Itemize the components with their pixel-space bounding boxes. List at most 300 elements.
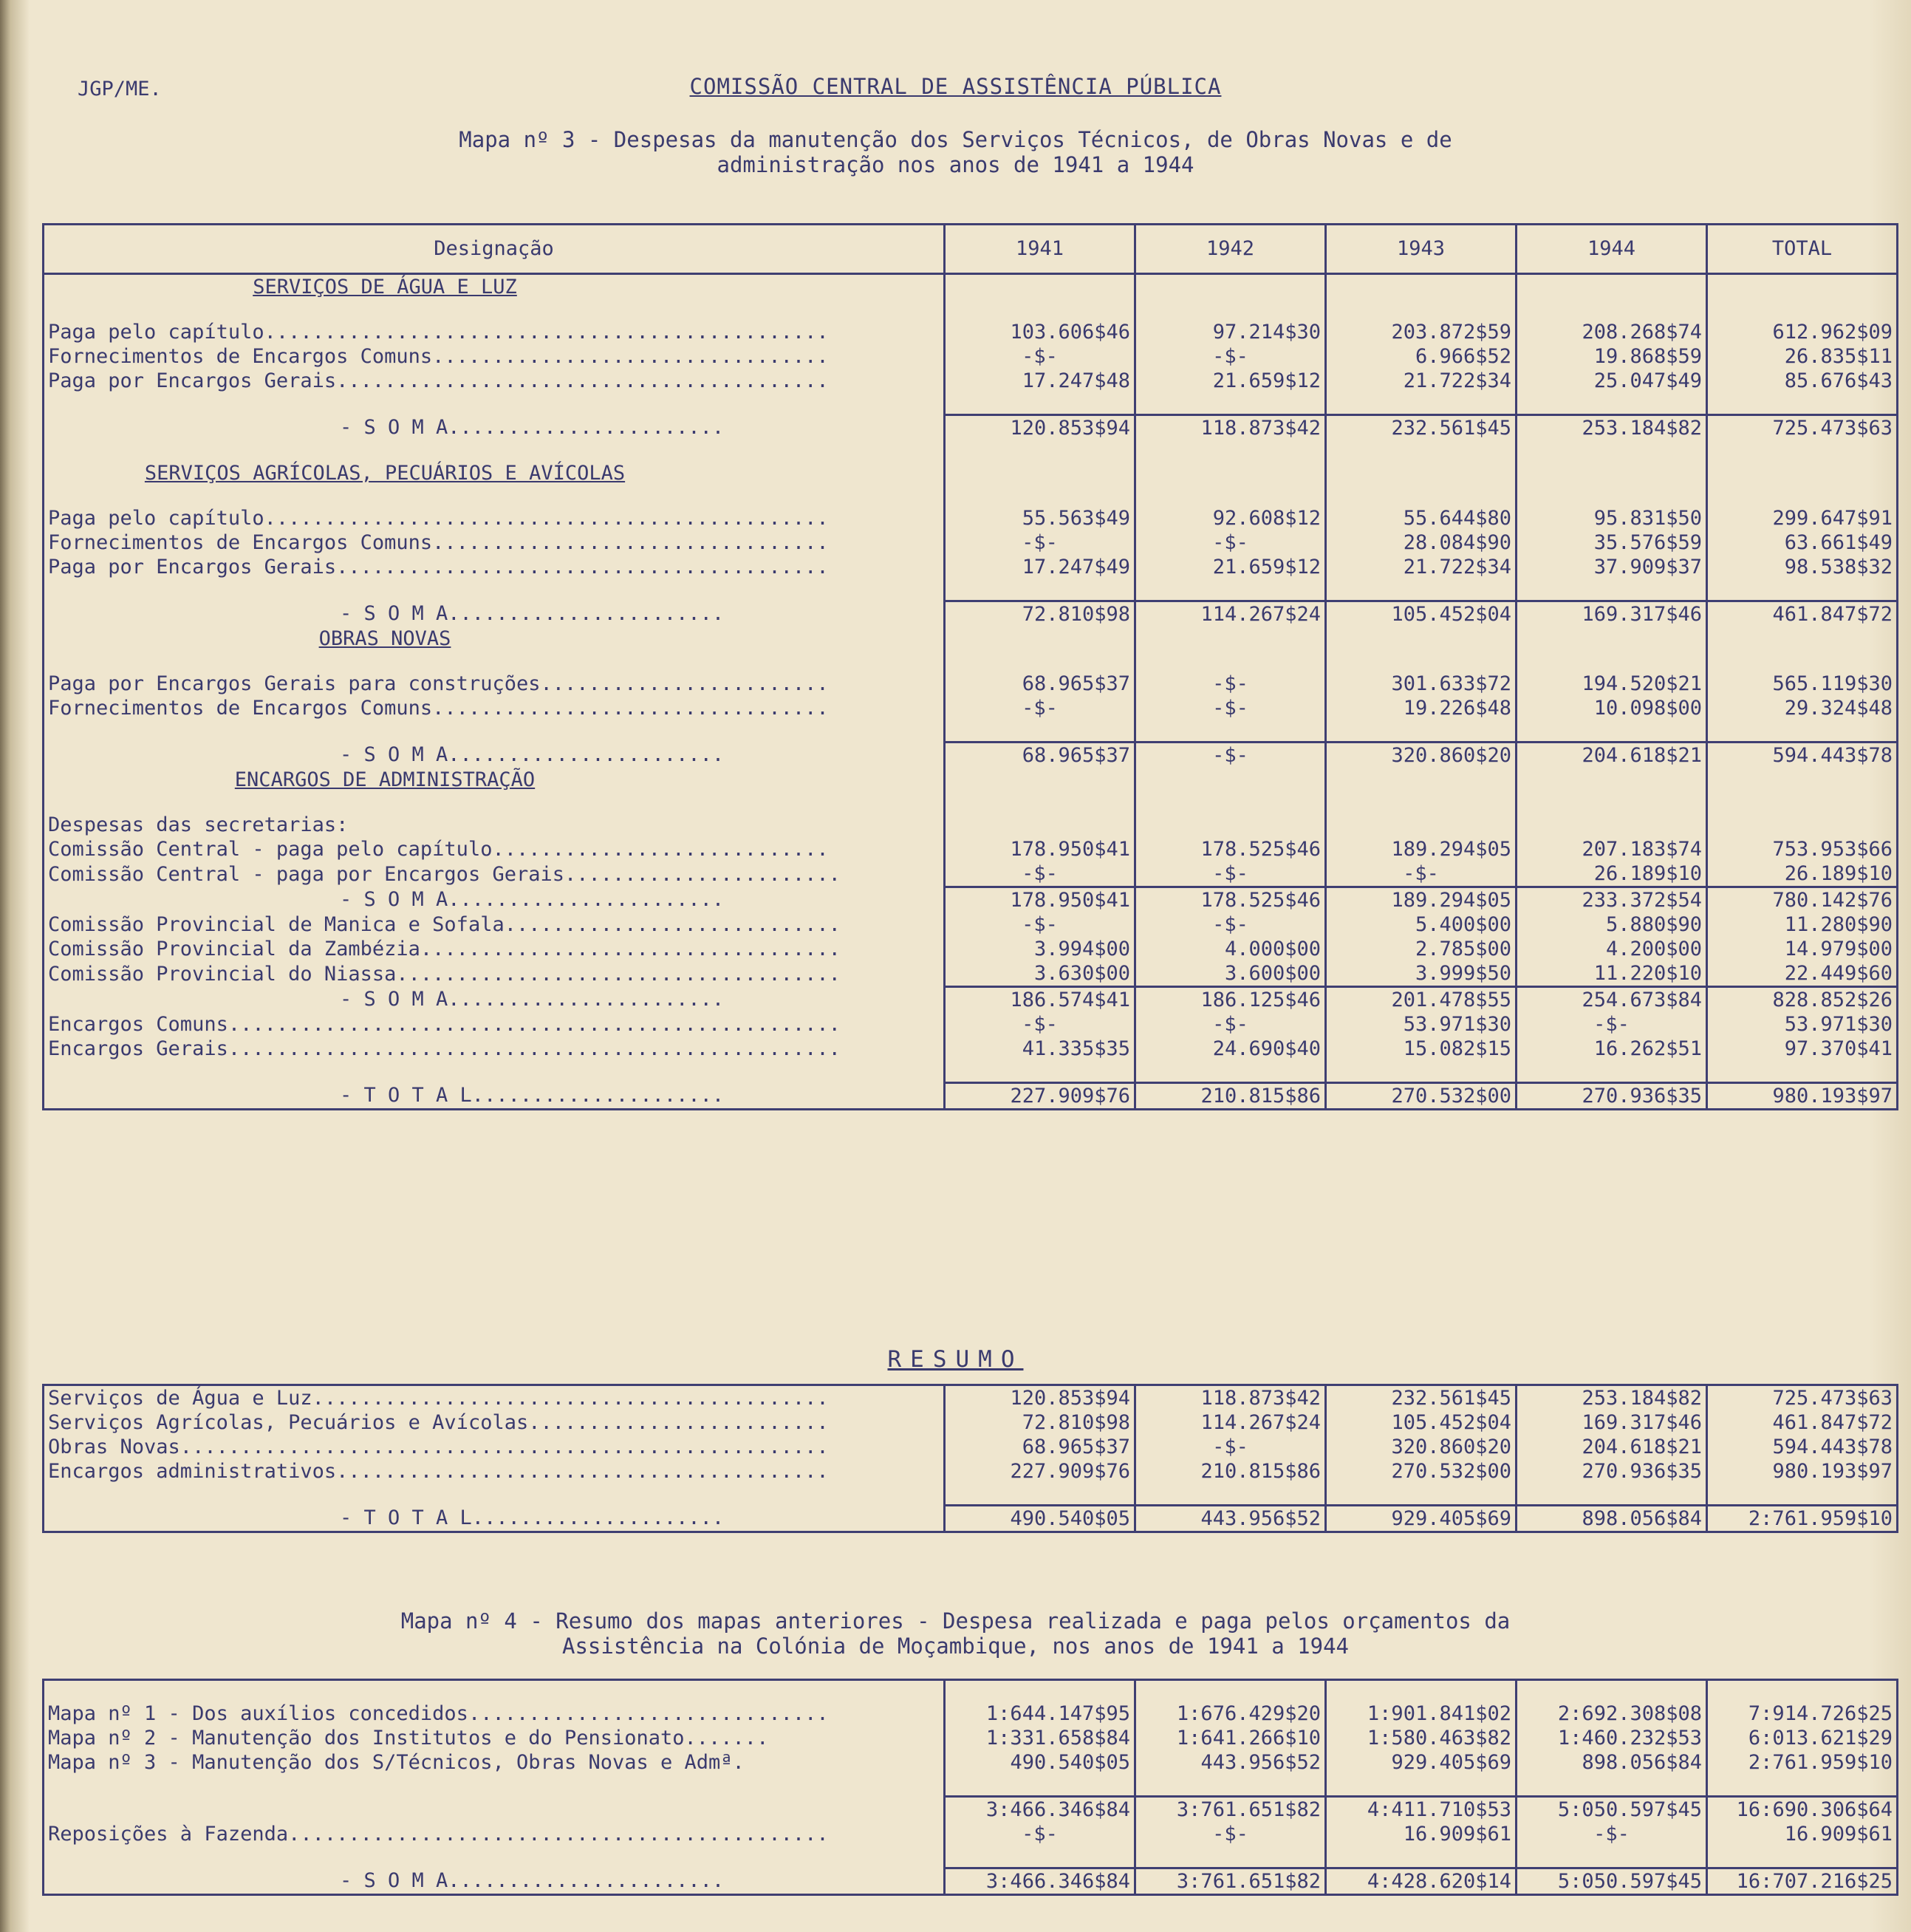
header-1941: 1941 — [945, 225, 1135, 274]
value-cell: 120.853$94 — [945, 1385, 1135, 1411]
value-cell: -$- — [1135, 912, 1326, 937]
value-cell — [1135, 393, 1326, 415]
value-cell — [945, 440, 1135, 461]
value-cell — [1707, 813, 1898, 837]
value-cell: 725.473$63 — [1707, 415, 1898, 441]
value-cell — [1326, 393, 1517, 415]
value-cell: 120.853$94 — [945, 415, 1135, 441]
reference-code: JGP/ME. — [78, 78, 162, 100]
value-cell: 7:914.726$25 — [1707, 1701, 1898, 1726]
sum-row — [44, 987, 1898, 1013]
value-cell: 37.909$37 — [1517, 555, 1707, 579]
section-title: SERVIÇOS AGRÍCOLAS, PECUÁRIOS E AVÍCOLAS — [44, 461, 945, 485]
value-cell: 103.606$46 — [945, 320, 1135, 344]
header-1943: 1943 — [1326, 225, 1517, 274]
value-cell: 21.659$12 — [1135, 369, 1326, 393]
value-cell: 227.909$76 — [945, 1083, 1135, 1110]
value-cell: 105.452$04 — [1326, 601, 1517, 627]
value-cell: 26.835$11 — [1707, 344, 1898, 369]
value-cell: 16.909$61 — [1326, 1822, 1517, 1846]
spacer-row — [44, 579, 1898, 601]
value-cell — [945, 274, 1135, 300]
value-cell — [1517, 440, 1707, 461]
value-cell: -$- — [1326, 861, 1517, 887]
row-label — [44, 1775, 945, 1797]
value-cell: 14.979$00 — [1707, 937, 1898, 961]
value-cell — [1326, 627, 1517, 651]
value-cell — [1326, 813, 1517, 837]
row-label — [44, 1680, 945, 1702]
row-label: Comissão Provincial de Manica e Sofala............................ — [44, 912, 945, 937]
value-cell — [1326, 1846, 1517, 1868]
value-cell — [1707, 485, 1898, 506]
value-cell: -$- — [945, 1012, 1135, 1037]
value-cell — [945, 393, 1135, 415]
row-label: Mapa nº 3 - Manutenção dos S/Técnicos, Obras Novas e Admª. — [44, 1750, 945, 1775]
value-cell: -$- — [1135, 672, 1326, 696]
value-cell: 16.909$61 — [1707, 1822, 1898, 1846]
section-title: ENCARGOS DE ADMINISTRAÇÃO — [44, 768, 945, 792]
value-cell — [945, 813, 1135, 837]
value-cell: 105.452$04 — [1326, 1410, 1517, 1435]
value-cell — [1326, 768, 1517, 792]
row-label: - S O M A....................... — [44, 601, 945, 627]
value-cell: 253.184$82 — [1517, 1385, 1707, 1411]
value-cell — [1135, 1680, 1326, 1702]
value-cell — [945, 627, 1135, 651]
sum-row — [44, 1868, 1898, 1895]
value-cell: 68.965$37 — [945, 672, 1135, 696]
spacer-row — [44, 1061, 1898, 1083]
value-cell — [1135, 1846, 1326, 1868]
value-cell: 24.690$40 — [1135, 1037, 1326, 1061]
value-cell — [945, 1846, 1135, 1868]
row-label — [44, 792, 945, 813]
row-label: Serviços Agrícolas, Pecuários e Avícolas......................... — [44, 1410, 945, 1435]
value-cell: -$- — [945, 1822, 1135, 1846]
value-cell: 189.294$05 — [1326, 837, 1517, 861]
value-cell — [1135, 768, 1326, 792]
value-cell — [1135, 792, 1326, 813]
value-cell: 98.538$32 — [1707, 555, 1898, 579]
value-cell — [1517, 792, 1707, 813]
value-cell: 4:411.710$53 — [1326, 1797, 1517, 1823]
value-cell: 114.267$24 — [1135, 601, 1326, 627]
value-cell: -$- — [1135, 1012, 1326, 1037]
row-label — [44, 1797, 945, 1823]
spacer-row — [44, 1484, 1898, 1506]
value-cell: 270.532$00 — [1326, 1459, 1517, 1484]
value-cell — [1326, 1680, 1517, 1702]
value-cell: 3.994$00 — [945, 937, 1135, 961]
value-cell: 22.449$60 — [1707, 961, 1898, 987]
row-label: Fornecimentos de Encargos Comuns................................. — [44, 344, 945, 369]
row-label: Obras Novas...................................................... — [44, 1435, 945, 1459]
value-cell: 17.247$49 — [945, 555, 1135, 579]
value-cell: 186.125$46 — [1135, 987, 1326, 1013]
value-cell: 25.047$49 — [1517, 369, 1707, 393]
spacer-row — [44, 792, 1898, 813]
value-cell: 2:761.959$10 — [1707, 1750, 1898, 1775]
value-cell: 97.214$30 — [1135, 320, 1326, 344]
row-label — [44, 579, 945, 601]
value-cell: 4:428.620$14 — [1326, 1868, 1517, 1895]
value-cell — [1707, 274, 1898, 300]
value-cell: 1:331.658$84 — [945, 1726, 1135, 1750]
value-cell: -$- — [1135, 743, 1326, 768]
value-cell — [1326, 440, 1517, 461]
value-cell: 3:466.346$84 — [945, 1868, 1135, 1895]
value-cell: 29.324$48 — [1707, 696, 1898, 720]
value-cell — [1517, 393, 1707, 415]
value-cell: 5:050.597$45 — [1517, 1868, 1707, 1895]
value-cell — [1517, 720, 1707, 743]
value-cell: 63.661$49 — [1707, 530, 1898, 555]
value-cell — [945, 792, 1135, 813]
spacer-row — [44, 299, 1898, 320]
value-cell: 178.950$41 — [945, 837, 1135, 861]
value-cell: 1:901.841$02 — [1326, 1701, 1517, 1726]
resumo-table — [42, 1384, 1898, 1533]
value-cell: 232.561$45 — [1326, 415, 1517, 441]
document-heading: COMISSÃO CENTRAL DE ASSISTÊNCIA PÚBLICA — [689, 74, 1222, 99]
value-cell — [1326, 720, 1517, 743]
value-cell: 490.540$05 — [945, 1506, 1135, 1532]
value-cell — [1135, 651, 1326, 672]
value-cell: 270.936$35 — [1517, 1083, 1707, 1110]
value-cell: 169.317$46 — [1517, 601, 1707, 627]
table-row — [44, 696, 1898, 720]
value-cell — [1326, 299, 1517, 320]
value-cell: 5:050.597$45 — [1517, 1797, 1707, 1823]
row-label — [44, 393, 945, 415]
table-row — [44, 937, 1898, 961]
value-cell — [1707, 579, 1898, 601]
table-row — [44, 1037, 1898, 1061]
value-cell — [1517, 627, 1707, 651]
value-cell: 320.860$20 — [1326, 1435, 1517, 1459]
value-cell: 2.785$00 — [1326, 937, 1517, 961]
value-cell: -$- — [945, 344, 1135, 369]
value-cell: 72.810$98 — [945, 1410, 1135, 1435]
spacer-row — [44, 651, 1898, 672]
value-cell: 490.540$05 — [945, 1750, 1135, 1775]
value-cell: 17.247$48 — [945, 369, 1135, 393]
value-cell: 5.400$00 — [1326, 912, 1517, 937]
map3-table — [42, 223, 1898, 1110]
value-cell: -$- — [1517, 1822, 1707, 1846]
map3-header-row — [44, 225, 1898, 274]
value-cell: 210.815$86 — [1135, 1459, 1326, 1484]
value-cell: 461.847$72 — [1707, 601, 1898, 627]
value-cell: 72.810$98 — [945, 601, 1135, 627]
map4-title-line1: Mapa nº 4 - Resumo dos mapas anteriores - Despesa realizada e paga pelos orçamentos da — [400, 1608, 1511, 1634]
table-row — [44, 555, 1898, 579]
value-cell — [1326, 1061, 1517, 1083]
value-cell — [1517, 651, 1707, 672]
value-cell — [1135, 1061, 1326, 1083]
value-cell: 16:707.216$25 — [1707, 1868, 1898, 1895]
section-title: OBRAS NOVAS — [44, 627, 945, 651]
value-cell — [945, 461, 1135, 485]
value-cell — [1135, 274, 1326, 300]
value-cell: 11.280$90 — [1707, 912, 1898, 937]
value-cell: 55.644$80 — [1326, 506, 1517, 530]
table-row — [44, 1410, 1898, 1435]
value-cell — [945, 579, 1135, 601]
spacer-row — [44, 485, 1898, 506]
value-cell — [1517, 1484, 1707, 1506]
value-cell: 3.999$50 — [1326, 961, 1517, 987]
value-cell: 26.189$10 — [1707, 861, 1898, 887]
header-total: TOTAL — [1707, 225, 1898, 274]
table-row — [44, 506, 1898, 530]
value-cell: 898.056$84 — [1517, 1506, 1707, 1532]
value-cell: -$- — [945, 696, 1135, 720]
row-label: Encargos administrativos......................................... — [44, 1459, 945, 1484]
value-cell: 320.860$20 — [1326, 743, 1517, 768]
value-cell: 178.525$46 — [1135, 887, 1326, 913]
row-label: Mapa nº 1 - Dos auxílios concedidos.............................. — [44, 1701, 945, 1726]
value-cell — [1517, 1775, 1707, 1797]
row-label: - S O M A....................... — [44, 743, 945, 768]
value-cell: 828.852$26 — [1707, 987, 1898, 1013]
value-cell — [1326, 651, 1517, 672]
value-cell: -$- — [1135, 1822, 1326, 1846]
value-cell: 254.673$84 — [1517, 987, 1707, 1013]
value-cell: 594.443$78 — [1707, 1435, 1898, 1459]
value-cell: 3.600$00 — [1135, 961, 1326, 987]
row-label: Despesas das secretarias: — [44, 813, 945, 837]
value-cell — [945, 720, 1135, 743]
value-cell: 41.335$35 — [945, 1037, 1135, 1061]
table-row — [44, 1750, 1898, 1775]
value-cell: 594.443$78 — [1707, 743, 1898, 768]
value-cell: 210.815$86 — [1135, 1083, 1326, 1110]
table-row — [44, 813, 1898, 837]
row-label: Paga pelo capítulo............................................... — [44, 506, 945, 530]
value-cell: 26.189$10 — [1517, 861, 1707, 887]
value-cell: 461.847$72 — [1707, 1410, 1898, 1435]
value-cell — [1707, 768, 1898, 792]
value-cell: 980.193$97 — [1707, 1083, 1898, 1110]
value-cell: -$- — [945, 861, 1135, 887]
value-cell: 929.405$69 — [1326, 1506, 1517, 1532]
table-row — [44, 961, 1898, 987]
value-cell: 3:761.651$82 — [1135, 1868, 1326, 1895]
table-row — [44, 344, 1898, 369]
value-cell: 186.574$41 — [945, 987, 1135, 1013]
value-cell: 227.909$76 — [945, 1459, 1135, 1484]
value-cell — [1135, 461, 1326, 485]
table-row — [44, 672, 1898, 696]
table-row — [44, 530, 1898, 555]
value-cell — [1517, 299, 1707, 320]
header-designacao: Designação — [44, 225, 945, 274]
value-cell: 68.965$37 — [945, 1435, 1135, 1459]
value-cell: 725.473$63 — [1707, 1385, 1898, 1411]
value-cell: 204.618$21 — [1517, 743, 1707, 768]
value-cell — [1707, 792, 1898, 813]
row-label: Fornecimentos de Encargos Comuns................................. — [44, 696, 945, 720]
row-label: Encargos Comuns................................................... — [44, 1012, 945, 1037]
value-cell — [1135, 627, 1326, 651]
table-row — [44, 369, 1898, 393]
value-cell: 204.618$21 — [1517, 1435, 1707, 1459]
row-label: Paga por Encargos Gerais para construções........................ — [44, 672, 945, 696]
value-cell — [1707, 440, 1898, 461]
map4-table — [42, 1679, 1898, 1896]
table-row — [44, 1726, 1898, 1750]
value-cell: 35.576$59 — [1517, 530, 1707, 555]
row-label: Comissão Central - paga por Encargos Gerais....................... — [44, 861, 945, 887]
value-cell — [1135, 579, 1326, 601]
sum-row — [44, 415, 1898, 441]
table-row — [44, 1701, 1898, 1726]
value-cell — [1707, 393, 1898, 415]
section-heading-row — [44, 768, 1898, 792]
value-cell: 612.962$09 — [1707, 320, 1898, 344]
value-cell: 5.880$90 — [1517, 912, 1707, 937]
value-cell: 443.956$52 — [1135, 1506, 1326, 1532]
row-label — [44, 1484, 945, 1506]
value-cell: 232.561$45 — [1326, 1385, 1517, 1411]
row-label: - S O M A....................... — [44, 987, 945, 1013]
spacer-row — [44, 720, 1898, 743]
value-cell: 21.722$34 — [1326, 555, 1517, 579]
row-label: - S O M A....................... — [44, 1868, 945, 1895]
row-label: - S O M A....................... — [44, 887, 945, 913]
value-cell: 118.873$42 — [1135, 1385, 1326, 1411]
spacer-row — [44, 1680, 1898, 1702]
value-cell — [1517, 768, 1707, 792]
value-cell: 270.532$00 — [1326, 1083, 1517, 1110]
value-cell: 253.184$82 — [1517, 415, 1707, 441]
value-cell: 10.098$00 — [1517, 696, 1707, 720]
value-cell: 6.966$52 — [1326, 344, 1517, 369]
value-cell — [945, 1061, 1135, 1083]
value-cell: 178.950$41 — [945, 887, 1135, 913]
value-cell: -$- — [945, 912, 1135, 937]
value-cell — [1326, 579, 1517, 601]
spacer-row — [44, 1775, 1898, 1797]
value-cell — [1326, 1775, 1517, 1797]
value-cell: 270.936$35 — [1517, 1459, 1707, 1484]
row-label — [44, 1061, 945, 1083]
value-cell: 92.608$12 — [1135, 506, 1326, 530]
value-cell: 3.630$00 — [945, 961, 1135, 987]
value-cell: 189.294$05 — [1326, 887, 1517, 913]
value-cell — [1707, 1680, 1898, 1702]
row-label — [44, 651, 945, 672]
sum-row — [44, 1797, 1898, 1823]
value-cell: 201.478$55 — [1326, 987, 1517, 1013]
value-cell: 4.200$00 — [1517, 937, 1707, 961]
section-title: SERVIÇOS DE ÁGUA E LUZ — [44, 274, 945, 300]
value-cell: 53.971$30 — [1326, 1012, 1517, 1037]
value-cell — [1326, 274, 1517, 300]
value-cell — [1707, 1775, 1898, 1797]
value-cell: 95.831$50 — [1517, 506, 1707, 530]
value-cell — [1135, 720, 1326, 743]
value-cell: 980.193$97 — [1707, 1459, 1898, 1484]
value-cell — [945, 651, 1135, 672]
sum-row — [44, 743, 1898, 768]
sum-row — [44, 1083, 1898, 1110]
value-cell: 1:641.266$10 — [1135, 1726, 1326, 1750]
value-cell: 1:580.463$82 — [1326, 1726, 1517, 1750]
value-cell: 233.372$54 — [1517, 887, 1707, 913]
value-cell — [1326, 792, 1517, 813]
value-cell: 780.142$76 — [1707, 887, 1898, 913]
value-cell — [945, 1680, 1135, 1702]
value-cell — [1135, 1484, 1326, 1506]
sum-row — [44, 1506, 1898, 1532]
map3-title-line2: administração nos anos de 1941 a 1944 — [717, 152, 1194, 177]
header-1942: 1942 — [1135, 225, 1326, 274]
value-cell: 299.647$91 — [1707, 506, 1898, 530]
spacer-row — [44, 440, 1898, 461]
value-cell — [945, 768, 1135, 792]
value-cell: 1:644.147$95 — [945, 1701, 1135, 1726]
map4-title-line2: Assistência na Colónia de Moçambique, nos anos de 1941 a 1944 — [561, 1634, 1350, 1659]
value-cell: -$- — [1135, 1435, 1326, 1459]
value-cell — [1517, 461, 1707, 485]
value-cell: 3:761.651$82 — [1135, 1797, 1326, 1823]
row-label: Paga pelo capítulo............................................... — [44, 320, 945, 344]
table-row — [44, 912, 1898, 937]
table-row — [44, 837, 1898, 861]
value-cell: 15.082$15 — [1326, 1037, 1517, 1061]
row-label: Comissão Provincial do Niassa..................................... — [44, 961, 945, 987]
value-cell — [945, 1775, 1135, 1797]
sum-row — [44, 601, 1898, 627]
value-cell: 6:013.621$29 — [1707, 1726, 1898, 1750]
row-label: - T O T A L..................... — [44, 1083, 945, 1110]
value-cell: -$- — [1517, 1012, 1707, 1037]
value-cell — [1707, 627, 1898, 651]
value-cell: 53.971$30 — [1707, 1012, 1898, 1037]
value-cell: 2:692.308$08 — [1517, 1701, 1707, 1726]
value-cell — [1707, 720, 1898, 743]
table-row — [44, 1822, 1898, 1846]
row-label: Serviços de Água e Luz........................................... — [44, 1385, 945, 1411]
value-cell — [1326, 1484, 1517, 1506]
value-cell: 16:690.306$64 — [1707, 1797, 1898, 1823]
value-cell — [1707, 1846, 1898, 1868]
value-cell: 929.405$69 — [1326, 1750, 1517, 1775]
value-cell — [1517, 1846, 1707, 1868]
row-label: Reposições à Fazenda............................................. — [44, 1822, 945, 1846]
value-cell: 1:460.232$53 — [1517, 1726, 1707, 1750]
value-cell — [1517, 1061, 1707, 1083]
value-cell — [1707, 461, 1898, 485]
spacer-row — [44, 1846, 1898, 1868]
value-cell: 443.956$52 — [1135, 1750, 1326, 1775]
value-cell: 1:676.429$20 — [1135, 1701, 1326, 1726]
value-cell — [945, 485, 1135, 506]
value-cell — [1707, 1484, 1898, 1506]
value-cell — [1707, 299, 1898, 320]
value-cell: 97.370$41 — [1707, 1037, 1898, 1061]
value-cell: 28.084$90 — [1326, 530, 1517, 555]
value-cell: 19.226$48 — [1326, 696, 1517, 720]
value-cell: 21.722$34 — [1326, 369, 1517, 393]
value-cell — [1135, 1775, 1326, 1797]
value-cell — [1326, 461, 1517, 485]
value-cell: 19.868$59 — [1517, 344, 1707, 369]
row-label — [44, 299, 945, 320]
